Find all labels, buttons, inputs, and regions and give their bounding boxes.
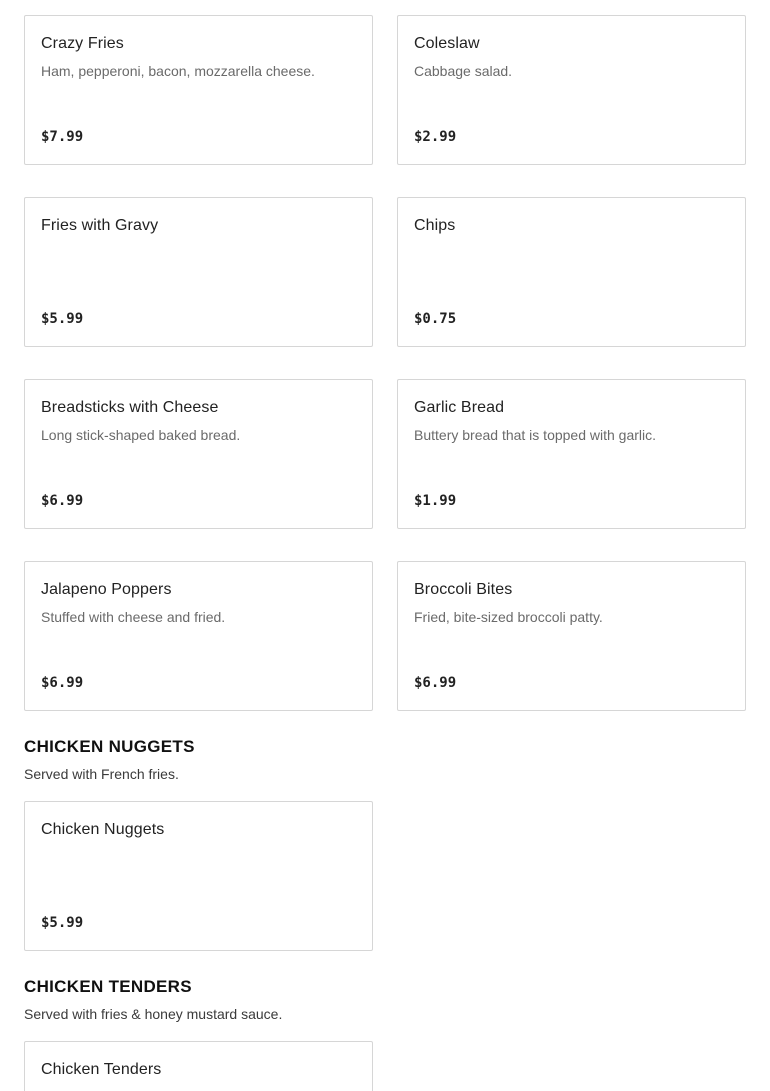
menu-item-card[interactable]	[24, 197, 373, 347]
nuggets-grid	[24, 801, 746, 951]
menu-item-card[interactable]	[24, 801, 373, 951]
section-title-chicken-nuggets: CHICKEN NUGGETS	[24, 737, 195, 756]
section-subtitle-chicken-nuggets: Served with French fries.	[24, 766, 179, 782]
item-description: Fried, bite-sized broccoli patty.	[414, 609, 603, 625]
tenders-grid	[24, 1041, 746, 1091]
item-description: Buttery bread that is topped with garlic.	[414, 427, 657, 443]
item-description: Long stick-shaped baked bread.	[41, 427, 241, 443]
sides-grid	[24, 15, 746, 711]
menu-item-card[interactable]	[397, 15, 746, 165]
menu-item-card[interactable]	[24, 15, 373, 165]
menu-item-card[interactable]	[24, 561, 373, 711]
item-name: Broccoli Bites	[414, 581, 513, 598]
item-price: $1.99	[414, 493, 457, 509]
menu-item-card[interactable]	[397, 197, 746, 347]
section-subtitle-chicken-tenders: Served with fries & honey mustard sauce.	[24, 1006, 283, 1022]
item-price: $5.99	[41, 311, 84, 327]
menu-item-card[interactable]	[397, 379, 746, 529]
menu-item-card[interactable]	[24, 1041, 373, 1091]
item-name: Jalapeno Poppers	[41, 581, 172, 598]
item-price: $6.99	[41, 675, 84, 691]
menu-item-card[interactable]	[397, 561, 746, 711]
item-name: Chicken Nuggets	[41, 821, 165, 838]
item-price: $0.75	[414, 311, 457, 327]
item-price: $7.99	[41, 129, 84, 145]
section-title-chicken-tenders: CHICKEN TENDERS	[24, 977, 192, 996]
item-description: Cabbage salad.	[414, 63, 513, 79]
item-name: Fries with Gravy	[41, 217, 159, 234]
item-price: $6.99	[41, 493, 84, 509]
item-price: $2.99	[414, 129, 457, 145]
item-name: Crazy Fries	[41, 35, 124, 52]
item-price: $5.99	[41, 915, 84, 931]
item-name: Garlic Bread	[414, 399, 505, 416]
item-name: Coleslaw	[414, 35, 480, 52]
item-description: Ham, pepperoni, bacon, mozzarella cheese.	[41, 63, 315, 79]
item-name: Chicken Tenders	[41, 1061, 162, 1078]
item-name: Breadsticks with Cheese	[41, 399, 219, 416]
menu-item-card[interactable]	[24, 379, 373, 529]
item-description: Stuffed with cheese and fried.	[41, 609, 226, 625]
item-price: $6.99	[414, 675, 457, 691]
item-name: Chips	[414, 217, 456, 234]
